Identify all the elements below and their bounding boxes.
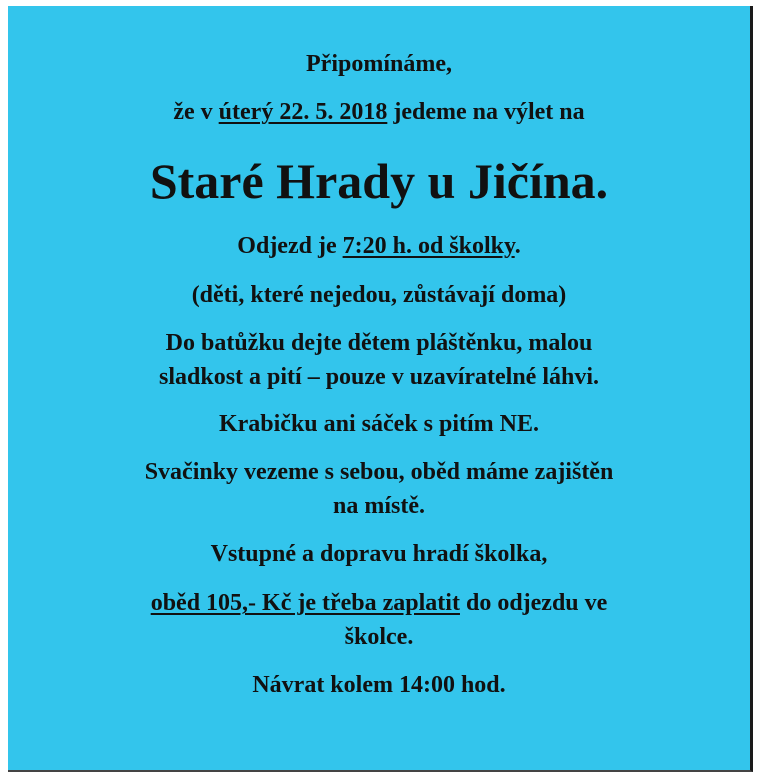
- trip-date: úterý 22. 5. 2018: [218, 99, 388, 125]
- lunch-payment-line-2: školce.: [344, 624, 414, 650]
- note-children: (děti, které nejedou, zůstávají doma): [191, 282, 567, 308]
- departure-time: 7:20 h. od školky: [342, 233, 515, 259]
- lunch-suffix: do odjezdu ve: [459, 590, 608, 616]
- departure-suffix: .: [514, 233, 521, 259]
- snacks-line-2: na místě.: [333, 493, 425, 519]
- departure-prefix: Odjezd je: [237, 233, 343, 259]
- destination-title: Staré Hrady u Jičína.: [149, 153, 609, 209]
- backpack-line-1: Do batůžku dejte dětem pláštěnku, malou: [165, 330, 593, 356]
- notice-paper: [8, 6, 753, 772]
- date-suffix: jedeme na výlet na: [387, 99, 585, 125]
- date-prefix: že v: [173, 99, 219, 125]
- snacks-line-1: Svačinky vezeme s sebou, oběd máme zajištěn: [144, 459, 614, 485]
- greeting: Připomínáme,: [306, 51, 452, 77]
- lunch-payment: oběd 105,- Kč je třeba zaplatit: [150, 590, 460, 616]
- departure-line: [8, 231, 750, 261]
- trip-date-line: [8, 97, 750, 127]
- return-line: Návrat kolem 14:00 hod.: [252, 672, 506, 698]
- no-boxes-line: Krabičku ani sáček s pitím NE.: [218, 411, 540, 437]
- lunch-payment-line: [8, 588, 750, 618]
- backpack-line-2: sladkost a pití – pouze v uzavíratelné láhvi.: [158, 364, 600, 390]
- fees-line: Vstupné a dopravu hradí školka,: [210, 541, 548, 567]
